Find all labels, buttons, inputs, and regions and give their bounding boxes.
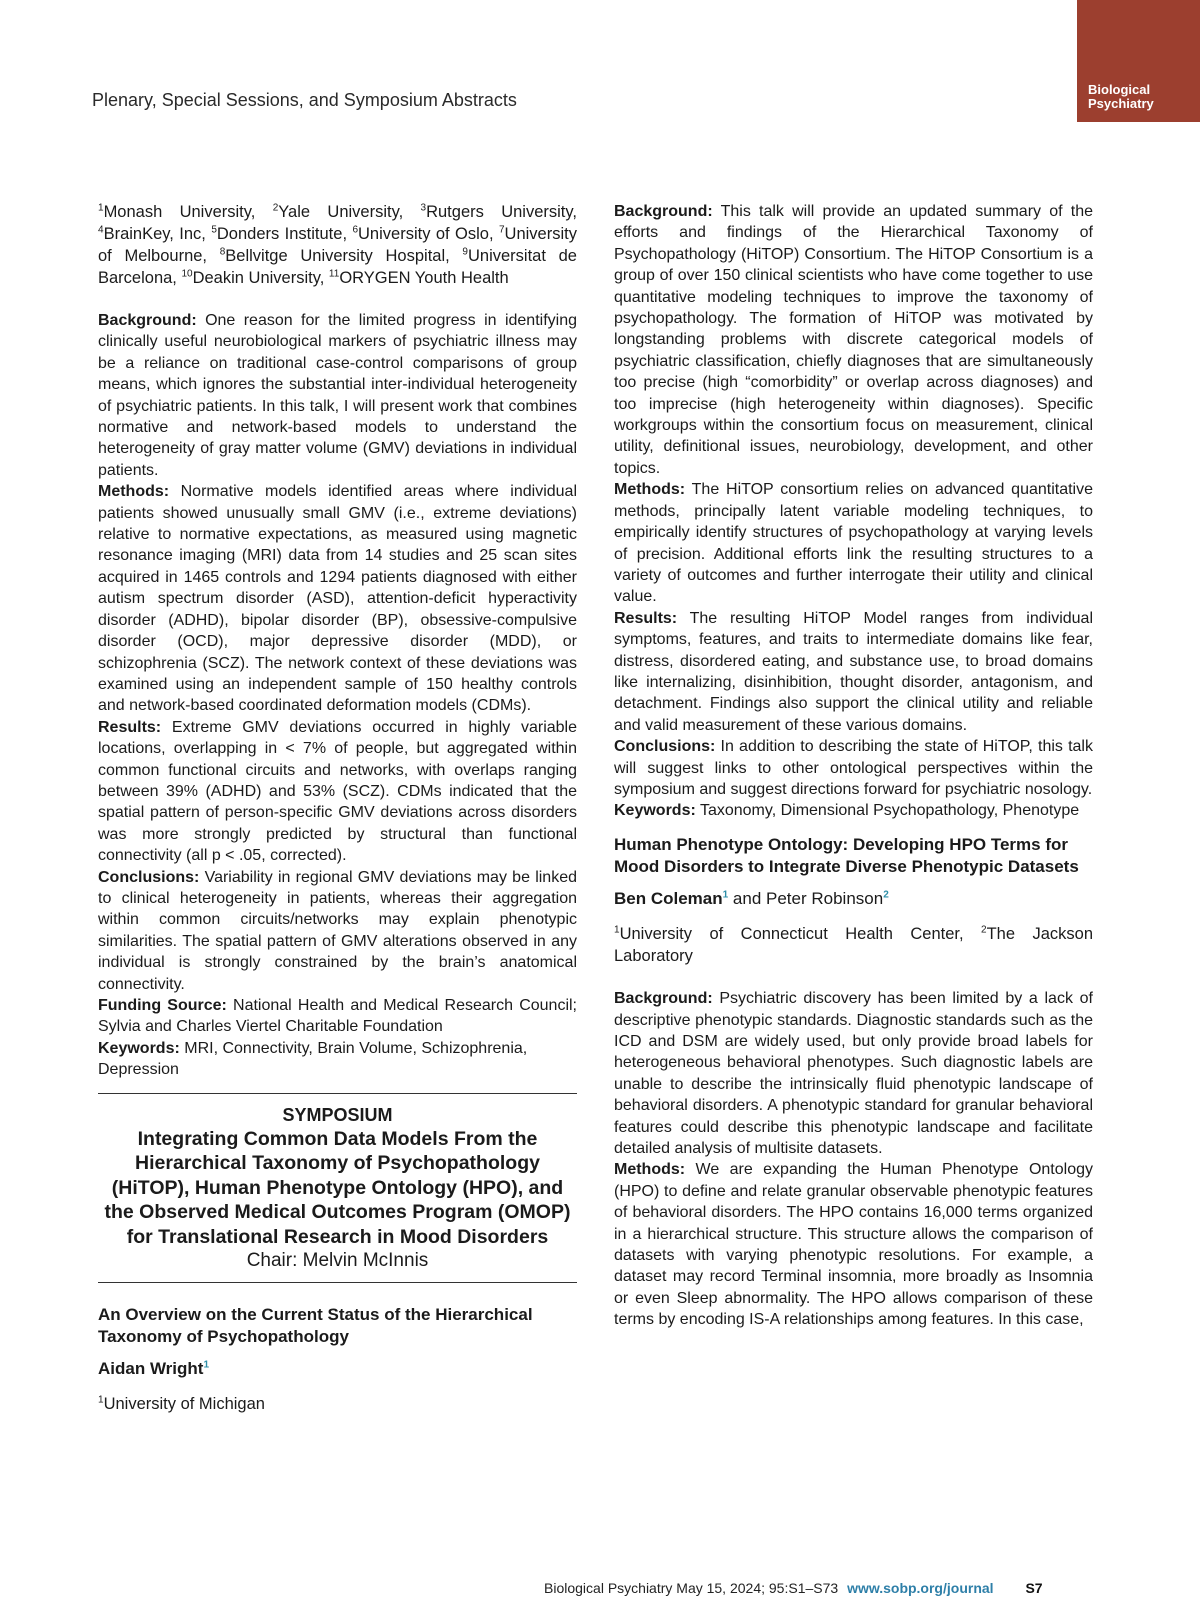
journal-brand-tab — [1077, 0, 1200, 122]
methods-paragraph: Methods: Normative models identified areas where individual patients showed unusually small GMV (i.e., extreme deviations) relative to normative expectations, as measured using magnetic resonance imaging (MRI) data from 14 studies and 25 scan sites acquired in 1465 controls and 1294 patients diagnosed with either autism spectrum disorder (ASD), attention-deficit hyperactivity disorder (ADHD), bipolar disorder (BP), obsessive-compulsive disorder (OCD), major depressive disorder (MDD), or schizophrenia (SCZ). The network context of these deviations was examined using an independent sample of 150 healthy controls and network-based coordinated deformation models (CDMs). — [98, 483, 577, 715]
keywords-paragraph: Keywords: MRI, Connectivity, Brain Volume, Schizophrenia, Depression — [98, 1039, 528, 1079]
symposium-heading: SYMPOSIUM — [282, 1104, 393, 1125]
running-head: Plenary, Special Sessions, and Symposium Abstracts — [92, 90, 517, 110]
talk1-methods-paragraph: Methods: The HiTOP consortium relies on advanced quantitative methods, principally latent variable modeling techniques, to empirically identify structures of psychopathology at varying levels of precision. Additional efforts link the resulting structures to a variety of outcomes and further interrogate their utility and clinical value. — [614, 481, 1094, 606]
talk2-affiliations: $^1$University of Connecticut Health Center, $^2$The Jackson Laboratory — [614, 924, 1094, 966]
affiliations: $^1$Monash University, $^2$Yale University, $^3$Rutgers University, $^4$BrainKey, Inc, $^5$Donders Institute, $^6$University of Oslo, $^7$University of Melbourne, $^8$Bellvitge University Hospital, $^9$Universitat de Barcelona, $^{10}$Deakin University, $^{11}$ORYGEN Youth Health — [98, 202, 577, 287]
talk2-methods-paragraph: Methods: We are expanding the Human Phenotype Ontology (HPO) to define and relate granular observable phenotypic features of behavioral disorders. The HPO contains 16,000 terms organized in a hierarchical structure. This structure allows the comparison of datasets with varying phenotypic resolutions. For example, a dataset may record Terminal insomnia, more broadly as Insomnia or even Sleep abnormality. The HPO allows comparison of these terms by encoding IS-A relationships among features. In this case, — [614, 1161, 1093, 1329]
results-paragraph: Results: Extreme GMV deviations occurred in highly variable locations, overlapping in < 7% of people, but aggregated within common functional circuits and networks, with overlaps ranging between 39% (ADHD) and 53% (SCZ). CDMs indicated that the spatial pattern of person-specific GMV deviations across disorders was more strongly predicted by structural than functional connectivity (all p < .05, corrected). — [98, 718, 577, 865]
symposium-box — [98, 1093, 577, 1284]
conclusions-paragraph: Conclusions: Variability in regional GMV deviations may be linked to clinical heterogeneity in patients, whereas their aggregation within common circuits/networks may explain phenotypic similarities. The spatial pattern of GMV alterations observed in any individual is strongly constrained by the brain’s anatomical connectivity. — [98, 868, 577, 993]
footer-citation: Biological Psychiatry May 15, 2024; 95:S1–S73 — [544, 1580, 839, 1596]
talk1-results-paragraph: Results: The resulting HiTOP Model ranges from individual symptoms, features, and traits to intermediate domains like fear, distress, disordered eating, and substance use, to broad domains like internalizing, disinhibition, thought disorder, antagonism, and detachment. Findings also support the clinical utility and reliable and valid measurement of these various domains. — [614, 609, 1093, 734]
left-column — [98, 201, 577, 1415]
talk1-conclusions-paragraph: Conclusions: In addition to describing the state of HiTOP, this talk will suggest links to other ontological perspectives within the symposium and suggest directions forward for psychiatric nosology. — [614, 738, 1093, 798]
talk1-affiliation: $^1$University of Michigan — [98, 1394, 265, 1413]
page-footer — [544, 1580, 1043, 1596]
talk1-title: An Overview on the Current Status of the Hierarchical Taxonomy of Psychopathology — [98, 1305, 533, 1347]
symposium-chair: Chair: Melvin McInnis — [246, 1250, 429, 1272]
right-column — [614, 201, 1093, 1331]
funding-paragraph: Funding Source: National Health and Medical Research Council; Sylvia and Charles Viertel Charitable Foundation — [98, 997, 577, 1036]
talk1-keywords-paragraph: Keywords: Taxonomy, Dimensional Psychopathology, Phenotype — [614, 802, 1080, 820]
talk2-background-paragraph: Background: Psychiatric discovery has been limited by a lack of descriptive phenotypic standards. Diagnostic standards such as the ICD and DSM are widely used, but only provide broad labels for heterogeneous behavioral phenotypes. Such diagnostic labels are unable to describe the intrinsically fluid phenotypic landscape of behavioral disorders. A phenotypic standard for granular behavioral features could describe this phenotypic landscape and facilitate detailed analysis of multisite datasets. — [614, 990, 1093, 1158]
background-paragraph: Background: One reason for the limited progress in identifying clinically useful neurobiological markers of psychiatric illness may be a reliance on traditional case-control comparisons of group means, which ignores the substantial inter-individual heterogeneity of psychiatric patients. In this talk, I will present work that combines normative and network-based models to understand the heterogeneity of gray matter volume (GMV) deviations in individual patients. — [98, 312, 577, 479]
footer-url[interactable]: www.sobp.org/journal — [847, 1580, 994, 1596]
journal-brand-name: Biological Psychiatry — [1088, 82, 1154, 111]
talk2-title: Human Phenotype Ontology: Developing HPO Terms for Mood Disorders to Integrate Diverse Phenotypic Datasets — [614, 834, 1079, 876]
page-number: S7 — [1025, 1580, 1043, 1596]
talk1-background-paragraph: Background: This talk will provide an updated summary of the efforts and findings of the Hierarchical Taxonomy of Psychopathology (HiTOP) Consortium. The HiTOP Consortium is a group of over 150 clinical scientists who have come together to use quantitative modeling techniques to improve the taxonomy of psychopathology. The formation of HiTOP was motivated by longstanding problems with discrete categorical models of psychiatric classification, chiefly diagnoses that are simultaneously too precise (high “comorbidity” or overlap across diagnoses) and too imprecise (high heterogeneity within diagnoses). Specific workgroups within the consortium focus on measurement, clinical utility, definitional issues, neurobiology, development, and other topics. — [614, 203, 1094, 477]
symposium-title: Integrating Common Data Models From the Hierarchical Taxonomy of Psychopathology (HiTOP), Human Phenotype Ontology (HPO), and the Observed Medical Outcomes Program (OMOP) for Translational Research in Mood Disorders — [104, 1127, 571, 1248]
talk2-authors: Ben Coleman$^1$ and Peter Robinson$^2$ — [614, 888, 889, 908]
talk1-author: Aidan Wright$^1$ — [98, 1359, 210, 1379]
